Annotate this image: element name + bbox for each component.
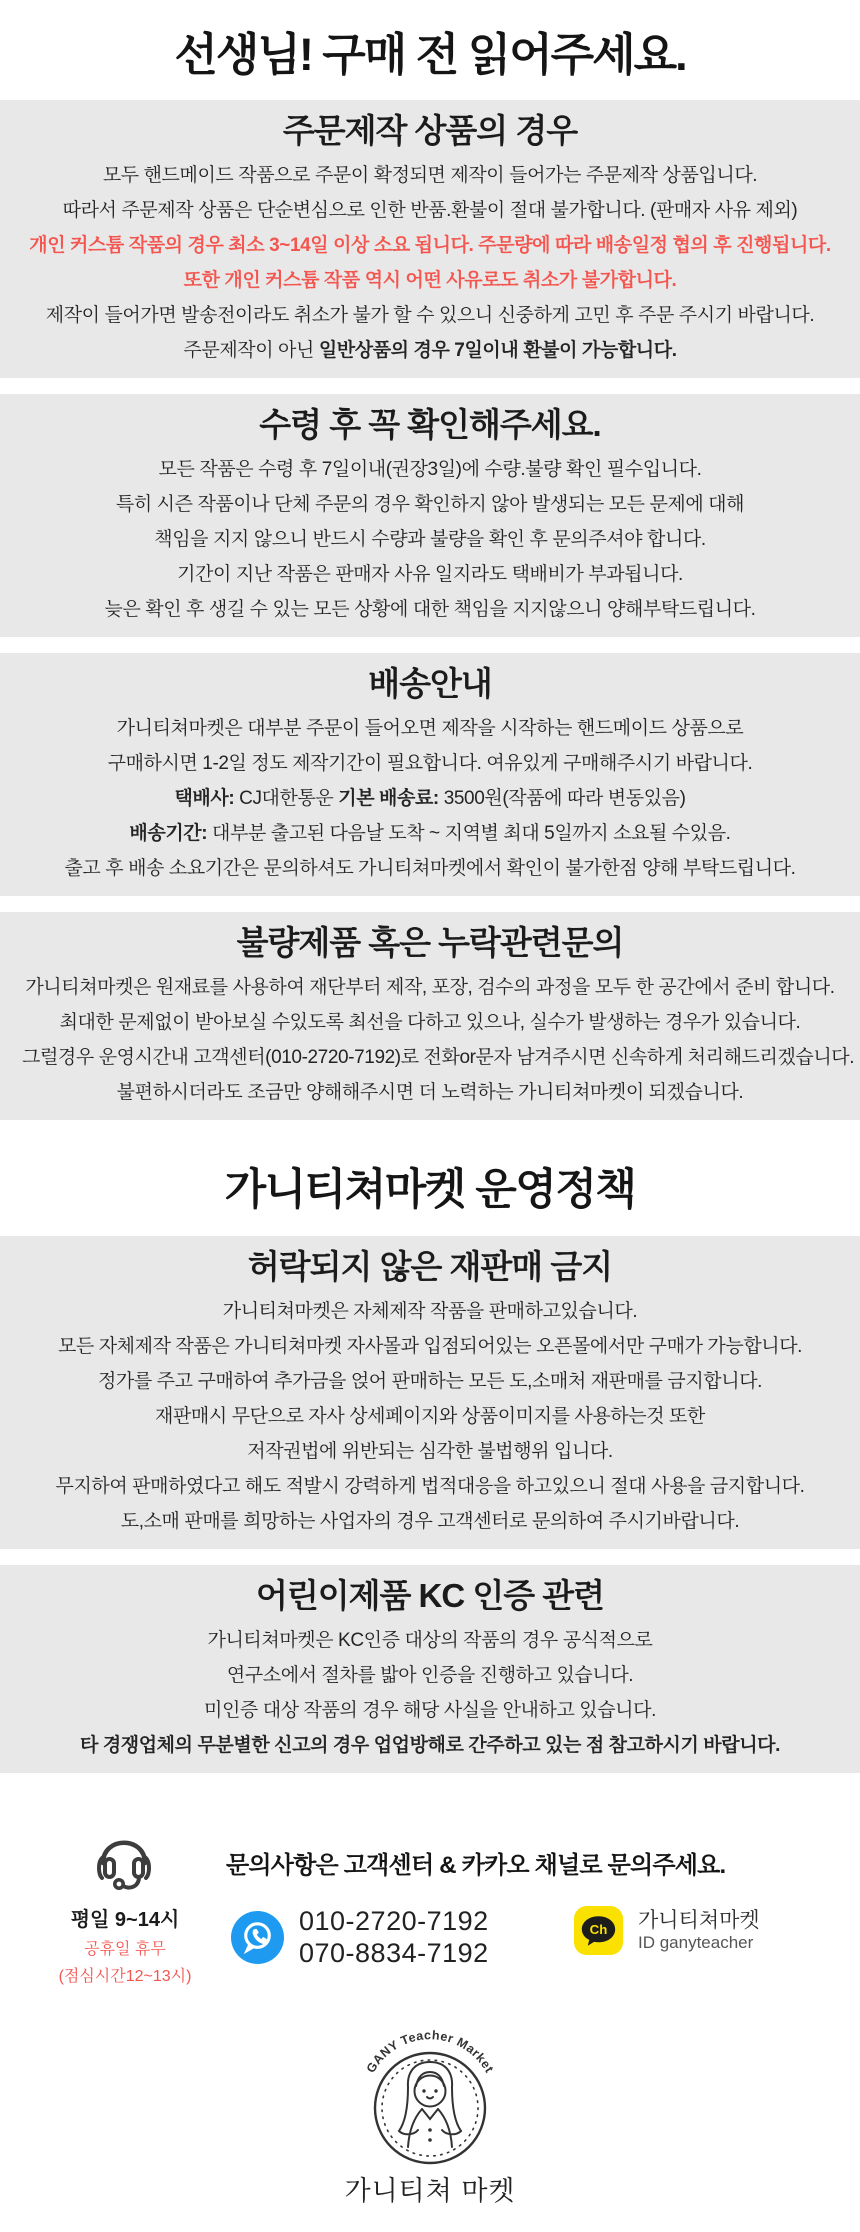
notice-line: 무지하여 판매하였다고 해도 적발시 강력하게 법적대응을 하고있으니 절대 사용을 금지합니다. — [55, 1476, 805, 1497]
phone-circle-icon — [231, 1911, 284, 1964]
notice-line: 모든 작품은 수령 후 7일이내(권장3일)에 수량.불량 확인 필수입니다. — [158, 459, 702, 480]
page-title: 선생님! 구매 전 읽어주세요. — [174, 28, 686, 80]
contact-headline: 문의사항은 고객센터 & 카카오 채널로 문의주세요. — [226, 1852, 726, 1879]
policy-title: 가니티쳐마켓 운영정책 — [0, 1136, 860, 1236]
kakao-channel-icon — [573, 1905, 624, 1956]
notice-line: 연구소에서 절차를 밟아 인증을 진행하고 있습니다. — [226, 1665, 634, 1686]
kakao-contact — [573, 1905, 760, 1956]
notice-line: 배송기간: 대부분 출고된 다음날 도착 ~ 지역별 최대 5일까지 소요될 수있음. — [129, 823, 731, 844]
phone-number-1: 010-2720-7192 — [299, 1906, 489, 1936]
notice-line: 책임을 지지 않으니 반드시 수량과 불량을 확인 후 문의주셔야 합니다. — [154, 529, 706, 550]
notice-line: 불편하시더라도 조금만 양해해주시면 더 노력하는 가니티쳐마켓이 되겠습니다. — [116, 1082, 744, 1103]
phone-number-2: 070-8834-7192 — [299, 1938, 489, 1968]
notice-line: 저작권법에 위반되는 심각한 불법행위 입니다. — [247, 1441, 613, 1462]
notice-line: 가니티쳐마켓은 대부분 주문이 들어오면 제작을 시작하는 핸드메이드 상품으로 — [116, 718, 744, 739]
notice-line: 구매하시면 1-2일 정도 제작기간이 필요합니다. 여유있게 구매해주시기 바랍니다. — [107, 753, 753, 774]
notice-line: 모든 자체제작 작품은 가니티쳐마켓 자사몰과 입점되어있는 오픈몰에서만 구매가 가능합니다. — [57, 1336, 803, 1357]
notice-line: 타 경쟁업체의 무분별한 신고의 경우 업업방해로 간주하고 있는 점 참고하시기 바랍니다. — [79, 1735, 780, 1756]
notice-line: 주문제작이 아닌 일반상품의 경우 7일이내 환불이 가능합니다. — [183, 340, 677, 361]
notice-line: 재판매시 무단으로 자사 상세페이지와 상품이미지를 사용하는것 또한 — [155, 1406, 705, 1427]
section-heading: 허락되지 않은 재판매 금지 — [247, 1248, 613, 1285]
brand-name: 가니티쳐 마켓 — [344, 2176, 516, 2206]
notice-line: 모두 핸드메이드 작품으로 주문이 확정되면 제작이 들어가는 주문제작 상품입니다. — [102, 165, 758, 186]
notice-sections-top — [0, 100, 860, 1120]
kakao-badge-text: Ch — [589, 1921, 608, 1937]
logo-girl-illustration — [399, 2062, 461, 2147]
kakao-info — [638, 1908, 760, 1953]
notice-sections-bottom — [0, 1236, 860, 1773]
notice-line: 최대한 문제없이 받아보실 수있도록 최선을 다하고 있으나, 실수가 발생하는 경우가 있습니다. — [59, 1012, 801, 1033]
notice-line: 개인 커스튬 작품의 경우 최소 3~14일 이상 소요 됩니다. 주문량에 따라 배송일정 협의 후 진행됩니다. — [29, 235, 831, 256]
notice-section — [0, 1565, 860, 1773]
notice-line: 미인증 대상 작품의 경우 해당 사실을 안내하고 있습니다. — [204, 1700, 656, 1721]
business-hours: 평일 9~14시 — [70, 1909, 180, 1931]
section-heading: 수령 후 꼭 확인해주세요. — [259, 406, 601, 443]
notice-line: 또한 개인 커스튬 작품 역시 어떤 사유로도 취소가 불가합니다. — [183, 270, 677, 291]
brand-logo — [0, 2029, 860, 2208]
notice-line: 가니티쳐마켓은 KC인증 대상의 작품의 경우 공식적으로 — [207, 1630, 653, 1651]
notice-section — [0, 394, 860, 637]
lunch-hours: (점심시간12~13시) — [58, 1968, 192, 1985]
notice-line: 출고 후 배송 소요기간은 문의하셔도 가니티쳐마켓에서 확인이 불가한점 양해 부탁드립니다. — [64, 858, 796, 879]
notice-line: 가니티쳐마켓은 자체제작 작품을 판매하고있습니다. — [222, 1301, 638, 1322]
notice-line: 따라서 주문제작 상품은 단순변심으로 인한 반품.환불이 절대 불가합니다. (판매자 사유 제외) — [62, 200, 798, 221]
notice-line: 도,소매 판매를 희망하는 사업자의 경우 고객센터로 문의하여 주시기바랍니다. — [120, 1511, 740, 1532]
notice-line: 제작이 들어가면 발송전이라도 취소가 불가 할 수 있으니 신중하게 고민 후 주문 주시기 바랍니다. — [45, 305, 815, 326]
notice-line: 특히 시즌 작품이나 단체 주문의 경우 확인하지 않아 발생되는 모든 문제에 대해 — [115, 494, 745, 515]
notice-line: 택배사: CJ대한통운 기본 배송료: 3500원(작품에 따라 변동있음) — [174, 788, 686, 809]
footer — [0, 1789, 860, 2232]
holiday-notice: 공휴일 휴무 — [84, 1941, 166, 1958]
notice-line: 정가를 주고 구매하여 추가금을 얹어 판매하는 모든 도,소매처 재판매를 금지합니다. — [97, 1371, 763, 1392]
kakao-channel-id: ID ganyteacher — [638, 1933, 754, 1952]
headset-icon — [94, 1823, 154, 1893]
section-heading: 배송안내 — [368, 665, 492, 702]
section-heading: 주문제작 상품의 경우 — [282, 112, 578, 149]
notice-line: 가니티쳐마켓은 원재료를 사용하여 재단부터 제작, 포장, 검수의 과정을 모두 한 공간에서 준비 합니다. — [25, 977, 835, 998]
notice-line: 그럴경우 운영시간내 고객센터(010-2720-7192)로 전화or문자 남겨주시면 신속하게 처리해드리겠습니다. — [22, 1047, 855, 1068]
notice-section — [0, 912, 860, 1120]
notice-section — [0, 653, 860, 896]
logo-arc-text: GANY Teacher Market — [363, 2029, 497, 2076]
phone-contact — [231, 1905, 489, 1969]
brand-logo-stamp — [342, 2029, 518, 2167]
kakao-channel-name: 가니티쳐마켓 — [638, 1909, 760, 1932]
section-heading: 불량제품 혹은 누락관련문의 — [236, 924, 624, 961]
notice-line: 늦은 확인 후 생길 수 있는 모든 상황에 대한 책임을 지지않으니 양해부탁드립니다. — [104, 599, 756, 620]
phone-numbers — [299, 1905, 489, 1969]
notice-section — [0, 1236, 860, 1549]
notice-section — [0, 100, 860, 378]
section-heading: 어린이제품 KC 인증 관련 — [255, 1577, 605, 1614]
notice-line: 기간이 지난 작품은 판매자 사유 일지라도 택배비가 부과됩니다. — [177, 564, 683, 585]
